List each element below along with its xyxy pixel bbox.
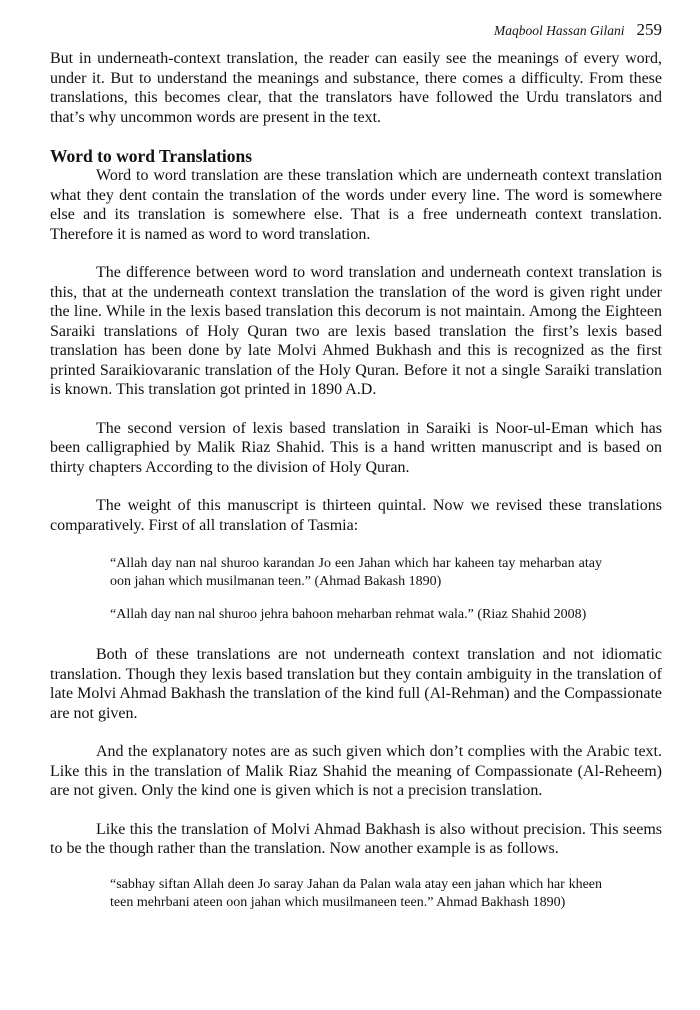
paragraph-precision: Like this the translation of Molvi Ahmad Bakhash is also without precision. This seems to be the though rather than the translation. Now another example is as follows. [50,820,662,857]
page-number: 259 [636,20,662,39]
paragraph-second-version: The second version of lexis based translation in Saraiki is Noor-ul-Eman which has been calligraphied by Malik Riaz Shahid. This is a hand written manuscript and is based on thirty chapters According to the division of Holy Quran. [50,419,662,476]
paragraph-definition: Word to word translation are these translation which are underneath context translation what they dent contain the translation of the words under every line. The word is somewhere else and its translation is somewhere else. That is a free underneath context translation. Therefore it is named as word to word translation. [50,167,662,243]
paragraph-explanatory-notes: And the explanatory notes are as such given which don’t complies with the Arabic text. Like this in the translation of Malik Riaz Shahid the meaning of Compassionate (Al-Reheem) are not given. Only the kind one is given which is not a precision translation. [50,743,662,799]
block-quote-ahmad-bakash: “Allah day nan nal shuroo karandan Jo een Jahan which har kaheen tay meharban atay oon jahan which musilmanan teen.” (Ahmad Bakash 1890) [110,556,602,589]
paragraph-intro: But in underneath-context translation, the reader can easily see the meanings of every word, under it. But to understand the meanings and substance, there comes a difficulty. From these translations, this becomes clear, that the translators have followed the Urdu translators and that’s why uncommon words are present in the text. [50,50,662,126]
header-author: Maqbool Hassan Gilani [493,23,625,38]
paragraph-comparison: Both of these translations are not underneath context translation and not idiomatic translation. Though they lexis based translation but they contain ambiguity in the translation of late Molvi Ahmad Bakhash the translation of the kind full (Al-Rehman) and the Compassionate are not given. [50,646,662,722]
paragraph-manuscript: The weight of this manuscript is thirteen quintal. Now we revised these translations comparatively. First of all translation of Tasmia: [50,497,662,534]
running-header [494,20,662,40]
paragraph-difference: The difference between word to word translation and underneath context translation is this, that at the underneath context translation the translation of the word is given right under the line. While in the lexis based translation this decorum is not maintain. Among the Eighteen Saraiki translations of Holy Quran two are lexis based translation the first’s lexis based translation has been done by late Molvi Ahmed Bukhash and this is recognized as the first printed Saraikiovaranic translation of the Holy Quran. Before it not a single Saraiki translation is known. This translation got printed in 1890 A.D. [50,264,662,398]
page-body [50,49,662,912]
section-heading: Word to word Translations [50,146,253,166]
block-quote-riaz-shahid: “Allah day nan nal shuroo jehra bahoon meharban rehmat wala.” (Riaz Shahid 2008) [110,607,587,622]
block-quote-example: “sabhay siftan Allah deen Jo saray Jahan da Palan wala atay een jahan which har kheen teen mehrbani ateen oon jahan which musilmaneen teen.” Ahmad Bakhash 1890) [110,876,602,910]
